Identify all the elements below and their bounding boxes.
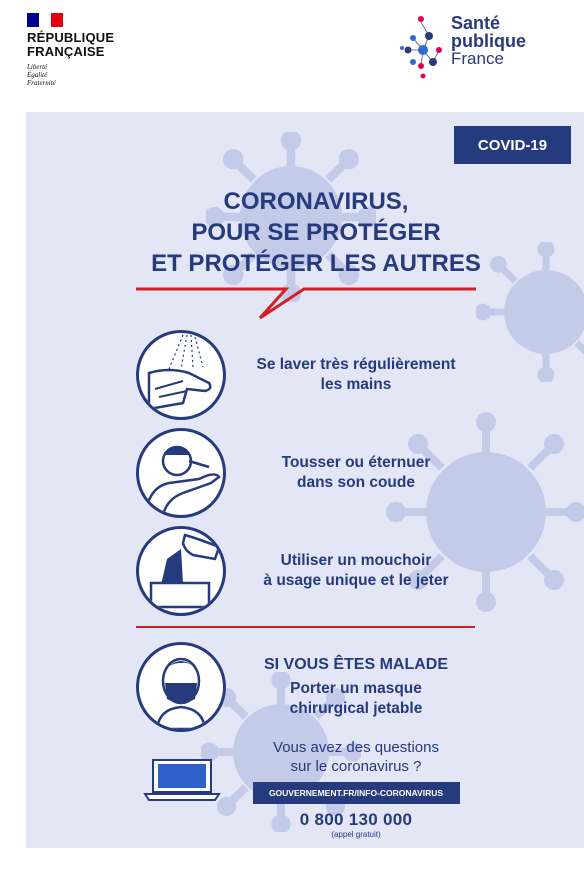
sick-heading: SI VOUS ÊTES MALADE (263, 656, 449, 673)
tissue-icon (136, 526, 226, 616)
republic-name: RÉPUBLIQUE FRANÇAISE (27, 30, 115, 59)
marianne-flag-icon (27, 13, 63, 27)
phone-note: (appel gratuit) (331, 830, 381, 839)
covid-poster (26, 112, 584, 848)
covid-badge: COVID-19 (454, 126, 571, 164)
sante-publique-france-logo (399, 14, 526, 80)
measure-text (236, 330, 476, 420)
measure-cough-elbow (136, 428, 576, 518)
measure-line: Se laver très régulièrement (256, 356, 456, 373)
measure-line: à usage unique et le jeter (263, 572, 449, 589)
measure-text (236, 526, 476, 616)
measure-text (236, 428, 476, 518)
title-line: POUR SE PROTÉGER (191, 219, 441, 246)
title-line: ET PROTÉGER LES AUTRES (151, 250, 481, 277)
measure-line: Utiliser un mouchoir (280, 552, 432, 569)
spf-name-line2: publique (451, 31, 526, 51)
measure-line: Tousser ou éternuer (281, 454, 431, 471)
sick-line: chirurgical jetable (289, 700, 423, 717)
sick-section (136, 642, 576, 732)
info-block (251, 738, 461, 839)
measure-tissue (136, 526, 576, 616)
measure-hand-washing (136, 330, 576, 420)
republique-francaise-logo (27, 13, 114, 87)
motto: Liberté Égalité Fraternité (27, 63, 56, 87)
hand-washing-icon (136, 330, 226, 420)
cough-elbow-icon (136, 428, 226, 518)
title-line: CORONAVIRUS, (223, 188, 409, 215)
sick-text (236, 642, 476, 732)
phone-number[interactable]: 0 800 130 000 (299, 810, 413, 829)
poster-title (116, 186, 516, 279)
laptop-icon (143, 758, 221, 802)
face-mask-icon (136, 642, 226, 732)
measure-line: les mains (320, 376, 392, 393)
info-question: Vous avez des questions sur le coronavirus ? (273, 739, 439, 775)
sick-line: Porter un masque (290, 680, 422, 697)
spf-name-line1: Santé (451, 13, 501, 33)
speech-bubble-line (136, 282, 476, 322)
section-divider (136, 626, 475, 628)
spf-name-line3: France (451, 49, 504, 68)
spf-dots-icon (399, 14, 445, 80)
info-url-link[interactable]: GOUVERNEMENT.FR/INFO-CORONAVIRUS (253, 782, 460, 804)
measure-line: dans son coude (297, 474, 415, 491)
